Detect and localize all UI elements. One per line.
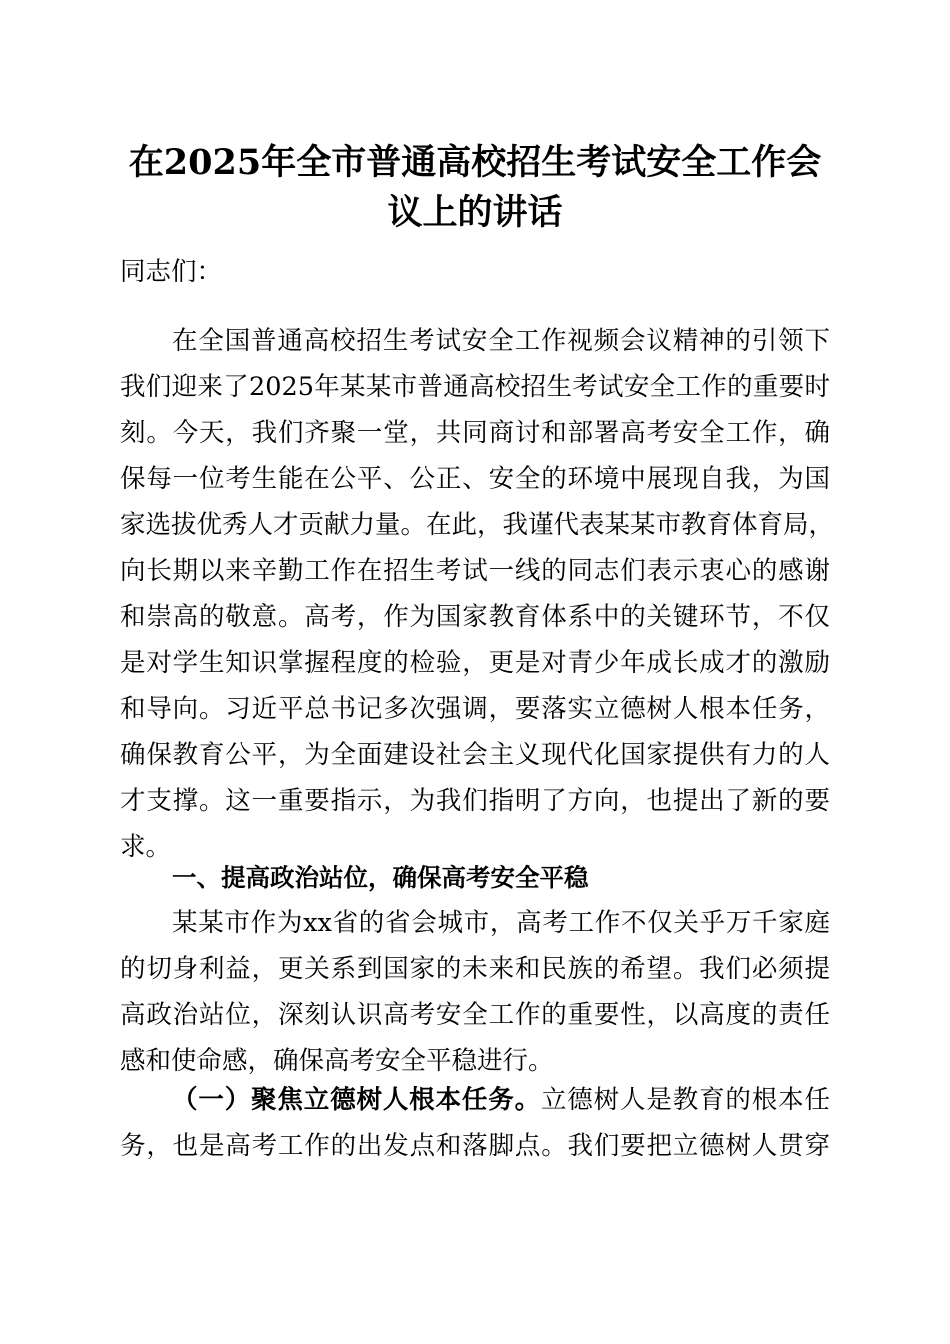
section-heading: 一、提高政治站位，确保高考安全平稳 bbox=[172, 863, 589, 892]
document-title bbox=[120, 138, 830, 238]
paragraph-line: 家选拔优秀人才贡献力量。在此，我谨代表某某市教育体育局， bbox=[120, 510, 835, 540]
paragraph-line: 和导向。习近平总书记多次强调，要落实立德树人根本任务， bbox=[120, 694, 830, 724]
paragraph-line: 向长期以来辛勤工作在招生考试一线的同志们表示衷心的感谢 bbox=[120, 556, 830, 586]
paragraph-line: 的切身利益，更关系到国家的未来和民族的希望。我们必须提 bbox=[120, 954, 830, 984]
paragraph-line: 务，也是高考工作的出发点和落脚点。我们要把立德树人贯穿 bbox=[120, 1131, 830, 1161]
paragraph-line: 保每一位考生能在公平、公正、安全的环境中展现自我，为国 bbox=[120, 464, 830, 494]
title-line: 议上的讲话 bbox=[387, 192, 563, 233]
subsection-heading: （一）聚焦立德树人根本任务。 bbox=[172, 1085, 541, 1115]
subsection-text: 立德树人是教育的根本任 bbox=[540, 1085, 830, 1115]
paragraph-line: 确保教育公平，为全面建设社会主义现代化国家提供有力的人 bbox=[120, 740, 830, 770]
paragraph-intro bbox=[120, 318, 835, 870]
paragraph-line: 和崇高的敬意。高考，作为国家教育体系中的关键环节，不仅 bbox=[120, 602, 830, 632]
paragraph-line: 某某市作为xx省的省会城市，高考工作不仅关乎万千家庭 bbox=[172, 908, 830, 938]
paragraph-line bbox=[120, 1077, 830, 1123]
title-line: 在2025年全市普通高校招生考试安全工作会 bbox=[128, 142, 822, 183]
paragraph-line: 才支撑。这一重要指示，为我们指明了方向，也提出了新的要 bbox=[120, 786, 830, 816]
paragraph-line: 我们迎来了2025年某某市普通高校招生考试安全工作的重要时 bbox=[120, 372, 830, 402]
paragraph-section-1 bbox=[120, 900, 830, 1084]
paragraph-subsection-1 bbox=[120, 1077, 830, 1169]
paragraph-line: 刻。今天，我们齐聚一堂，共同商讨和部署高考安全工作，确 bbox=[120, 418, 830, 448]
paragraph-line: 是对学生知识掌握程度的检验，更是对青少年成长成才的激励 bbox=[120, 648, 830, 678]
paragraph-line: 在全国普通高校招生考试安全工作视频会议精神的引领下 bbox=[172, 326, 830, 356]
salutation: 同志们： bbox=[120, 257, 223, 287]
paragraph-line: 高政治站位，深刻认识高考安全工作的重要性，以高度的责任 bbox=[120, 1000, 830, 1030]
paragraph-line: 求。 bbox=[120, 832, 172, 862]
paragraph-line: 感和使命感，确保高考安全平稳进行。 bbox=[120, 1046, 554, 1076]
